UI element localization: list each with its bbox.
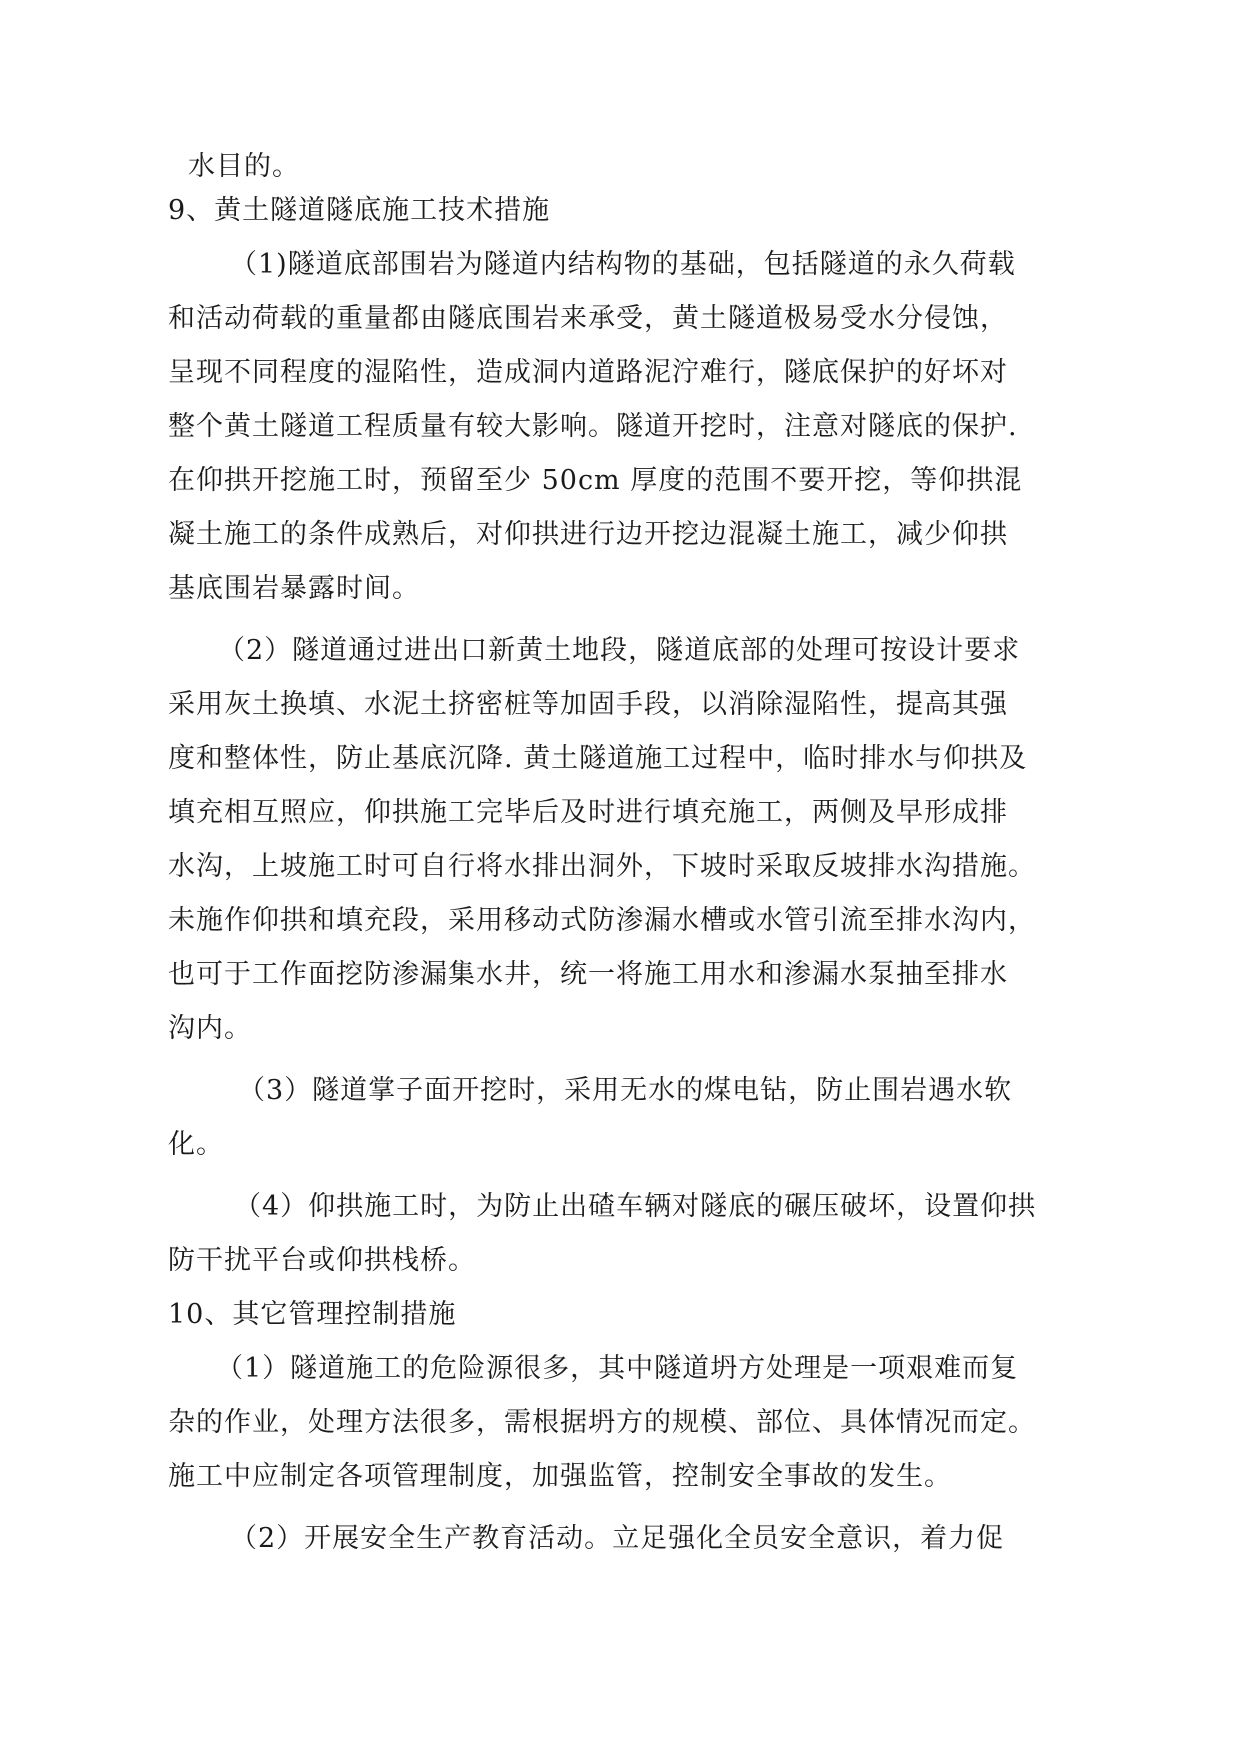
paragraph-line: 化。 bbox=[168, 1129, 224, 1160]
paragraph-line: （3）隧道掌子面开挖时，采用无水的煤电钻，防止围岩遇水软 bbox=[238, 1075, 1013, 1106]
paragraph-line: 基底围岩暴露时间。 bbox=[168, 573, 420, 604]
paragraph-line: 防干扰平台或仰拱栈桥。 bbox=[168, 1245, 476, 1276]
paragraph-line: 和活动荷载的重量都由隧底围岩来承受，黄土隧道极易受水分侵蚀， bbox=[168, 303, 1008, 334]
paragraph-line: 施工中应制定各项管理制度，加强监管，控制安全事故的发生。 bbox=[168, 1461, 952, 1492]
paragraph-line: 呈现不同程度的湿陷性，造成洞内道路泥泞难行，隧底保护的好坏对 bbox=[168, 357, 1008, 388]
paragraph-line: （1）隧道施工的危险源很多，其中隧道坍方处理是一项艰难而复 bbox=[216, 1353, 1019, 1384]
paragraph-line: 未施作仰拱和填充段，采用移动式防渗漏水槽或水管引流至排水沟内， bbox=[168, 905, 1036, 936]
paragraph-line: （2）隧道通过进出口新黄土地段，隧道底部的处理可按设计要求 bbox=[218, 635, 1021, 666]
paragraph-line: 采用灰土换填、水泥土挤密桩等加固手段，以消除湿陷性，提高其强 bbox=[168, 689, 1008, 720]
text-line: 水目的。 bbox=[188, 151, 300, 182]
paragraph-line: 整个黄土隧道工程质量有较大影响。隧道开挖时，注意对隧底的保护. bbox=[168, 411, 1018, 442]
paragraph-line: （2）开展安全生产教育活动。立足强化全员安全意识，着力促 bbox=[230, 1523, 1005, 1554]
paragraph-line: 在仰拱开挖施工时，预留至少 50cm 厚度的范围不要开挖，等仰拱混 bbox=[168, 465, 1023, 496]
paragraph-line: 凝土施工的条件成熟后，对仰拱进行边开挖边混凝土施工，减少仰拱 bbox=[168, 519, 1008, 550]
paragraph-line: 填充相互照应，仰拱施工完毕后及时进行填充施工，两侧及早形成排 bbox=[168, 797, 1008, 828]
section-heading-10: 10、其它管理控制措施 bbox=[168, 1299, 457, 1330]
paragraph-line: 沟内。 bbox=[168, 1013, 252, 1044]
paragraph-line: 水沟，上坡施工时可自行将水排出洞外，下坡时采取反坡排水沟措施。 bbox=[168, 851, 1036, 882]
paragraph-line: 也可于工作面挖防渗漏集水井，统一将施工用水和渗漏水泵抽至排水 bbox=[168, 959, 1008, 990]
paragraph-line: （1)隧道底部围岩为隧道内结构物的基础，包括隧道的永久荷载 bbox=[230, 249, 1016, 280]
paragraph-line: （4）仰拱施工时，为防止出碴车辆对隧底的碾压破坏，设置仰拱 bbox=[234, 1191, 1037, 1222]
paragraph-line: 杂的作业，处理方法很多，需根据坍方的规模、部位、具体情况而定。 bbox=[168, 1407, 1036, 1438]
section-heading-9: 9、黄土隧道隧底施工技术措施 bbox=[168, 195, 551, 226]
paragraph-line: 度和整体性，防止基底沉降. 黄土隧道施工过程中，临时排水与仰拱及 bbox=[168, 743, 1028, 774]
